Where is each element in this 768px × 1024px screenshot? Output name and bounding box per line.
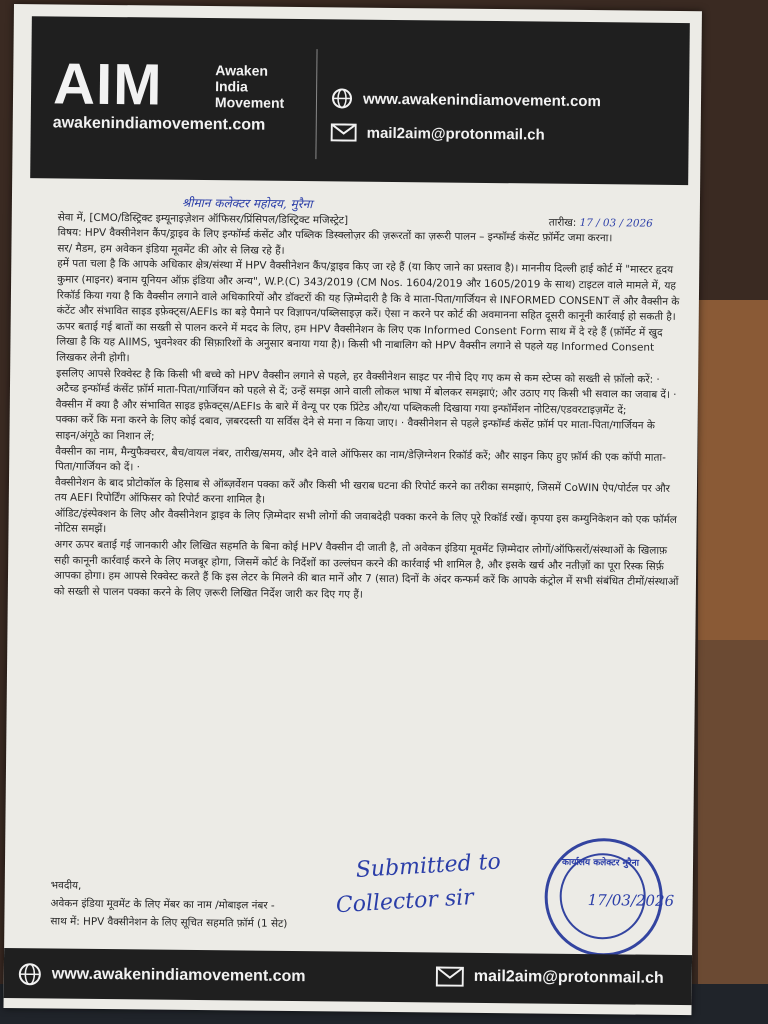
addressee-text: सेवा में, [CMO/डिस्ट्रिक्ट इम्यूनाइज़ेशन ऑफिसर/प्रिंसिपल/डिस्ट्रिक्ट मजिस्ट्रेट] xyxy=(57,211,349,227)
paragraph-10: अगर ऊपर बताई गई जानकारी और लिखित सहमति के बिना कोई HPV वैक्सीन दी जाती है, तो अवेकन इंडिया मूवमेंट ज़िम्मेदार लोगों/ऑफिसरों/संस्थाओं के खिलाफ़ सही कानूनी कार्रवाई करने के लिए मजबूर होगा, जिसमें कोर्ट के निर्देशों का उल्लंघन करने की कार्रवाई भी शामिल है, और इसके खर्च और नतीज़ों का पूरा रिस्क सिर्फ़ आपका होगा। हम आपसे रिक्वेस्ट करते हैं कि इस लेटर के मिलने की बात मानें और 7 (सात) दिनों के अंदर कन्फर्म करें कि आपके कंट्रोल में सभी संबंधित टीमों/संस्थाओं को सख्ती से पालन पक्का करने के लिए ज़रूरी लिखित निर्देश जारी कर दिए गए हैं। xyxy=(53,538,679,601)
letter-sheet xyxy=(3,4,701,1015)
paragraph-2: ऊपर बताई गई बातों का सख्ती से पालन करने में मदद के लिए, हम HPV वैक्सीनेशन के लिए एक Informed Consent Form साथ में दे रहे हैं (फ़ॉर्मेट में खुद लिखा है कि यह AIIMS, भुवनेश्वर की सिफ़ारिशों के अनुसार बनाया गया है)। किसी भी नाबालिग को HPV वैक्सीन लगाने से पहले यह Informed Consent लिखकर लेनी होगी। xyxy=(56,320,663,365)
wooden-surface xyxy=(698,300,768,640)
logo-wordmark: AIM xyxy=(52,51,163,118)
aim-logo xyxy=(52,51,285,134)
letter-footer xyxy=(4,948,692,1005)
mail-icon xyxy=(436,966,464,986)
footer-website-row xyxy=(18,962,306,989)
paragraph-5: वैक्सीन में क्या है और संभावित साइड इफ़ेक्ट्स/AEFIs के बारे में वेन्यू पर एक प्रिंटेड और/या पब्लिकली दिखाया गया इन्फॉर्मेशन नोटिस/एडवरटाइज़मेंट दें; xyxy=(55,398,627,417)
footer-website: www.awakenindiamovement.com xyxy=(51,965,306,986)
submitted-line-1: Submitted to xyxy=(355,849,502,883)
logo-url: awakenindiamovement.com xyxy=(52,114,266,134)
paragraph-6: पक्का करें कि मना करने के लिए कोई दबाव, ज़बरदस्ती या सर्विस देने से मना न किया जाए। · वैक्सीनेशन से पहले इन्फॉर्म्ड कंसेंट फ़ॉर्म पर माता-पिता/गार्जियन के साइन/अंगूठे का निशान लें; xyxy=(55,413,655,443)
handwritten-submission-note xyxy=(333,845,504,923)
paragraph-4: अटैच्ड इन्फॉर्म्ड कंसेंट फ़ॉर्म माता-पिता/गार्जियन को पहले से दें; उन्हें समझ आने वाली लोकल भाषा में बोलकर समझाएं; और उठाए गए किसी भी सवाल का जवाब दें। · xyxy=(55,382,677,402)
header-email-row xyxy=(331,123,545,143)
globe-icon xyxy=(18,962,42,986)
signoff-member: अवेकन इंडिया मूवमेंट के लिए मेंबर का नाम /मोबाइल नंबर - xyxy=(50,897,275,912)
paragraph-3: इसलिए आपसे रिक्वेस्ट है कि किसी भी बच्चे को HPV वैक्सीन लगाने से पहले, हर वैक्सीनेशन साइट पर नीचे दिए गए कम से कम स्टेप्स को सख्ती से फ़ॉलो करें: · xyxy=(56,366,660,386)
signoff-salutation: भवदीय, xyxy=(50,879,82,892)
mail-icon xyxy=(331,123,357,141)
footer-email-row xyxy=(436,966,664,988)
date-label: तारीख: xyxy=(548,216,577,229)
signoff-enclosure: साथ में: HPV वैक्सीनेशन के लिए सूचित सहमति फ़ॉर्म (1 सेट) xyxy=(50,915,288,930)
letterhead xyxy=(30,16,690,185)
stamp-date: 17/03/2026 xyxy=(587,891,675,910)
paragraph-8: वैक्सीनेशन के बाद प्रोटोकॉल के हिसाब से ऑब्ज़र्वेशन पक्का करें और किसी भी खराब घटना की रिपोर्ट करने का तरीका समझाएं, जिसमें CoWIN ऐप/पोर्टल पर और तय AEFI रिपोर्टिंग ऑफिसर को रिपोर्ट करना शामिल है। xyxy=(54,476,671,506)
logo-line-3: Movement xyxy=(214,94,285,111)
logo-line-1: Awaken xyxy=(215,62,269,79)
stamp-text: कार्यालय कलेक्टर मुरैना xyxy=(561,857,640,869)
footer-email: mail2aim@protonmail.ch xyxy=(473,967,664,987)
header-website: www.awakenindiamovement.com xyxy=(362,90,601,110)
submitted-line-2: Collector sir xyxy=(335,885,475,919)
header-email: mail2aim@protonmail.ch xyxy=(366,124,545,144)
signoff-block xyxy=(50,876,371,933)
paragraph-7: वैक्सीन का नाम, मैन्युफैक्चरर, बैच/वायल नंबर, तारीख/समय, और देने वाले ऑफिसर का नाम/डेज़िग्नेशन रिकॉर्ड करें; और साइन किए हुए फ़ॉर्म की एक कॉपी माता-पिता/गार्जियन को दें। · xyxy=(55,444,666,474)
globe-icon xyxy=(331,87,353,109)
logo-line-2: India xyxy=(215,78,248,95)
letter-body xyxy=(54,194,683,606)
wooden-surface-lower xyxy=(698,640,768,1024)
greeting: सर/ मैडम, हम अवेकन इंडिया मूवमेंट की ओर से लिख रहे हैं। xyxy=(57,242,285,257)
paragraph-1: हमें पता चला है कि आपके अधिकार क्षेत्र/संस्था में HPV वैक्सीनेशन कैंप/ड्राइव किए जा रहे हैं (या किए जाने का प्रस्ताव है)। माननीय दिल्ली हाई कोर्ट में "मास्टर हृदय कुमार (माइनर) बनाम यूनियन ऑफ़ इंडिया और अन्य", W.P.(C) 343/2019 (CM Nos. 1604/2019 और 1605/2019 के साथ) टाइटल वाले मामले में, यह रिकॉर्ड किया गया है कि वैक्सीन लगाने वाले अधिकारियों और डॉक्टरों की यह ज़िम्मेदारी है कि वे माता-पिता/गार्जियन से INFORMED CONSENT लें और वैक्सीन के कंटेंट और संभावित साइड इफ़ेक्ट्स/AEFIs का बड़े पैमाने पर विज्ञापन/पब्लिसाइज़ करें। ऐसा न करने पर कोर्ट की अवमानना सहित दूसरी कानूनी कार्रवाई हो सकती है। xyxy=(56,257,680,324)
handwritten-addressee: श्रीमान कलेक्टर महोदय, मुरैना xyxy=(181,195,313,212)
date-value: 17 / 03 / 2026 xyxy=(579,216,653,230)
paragraph-9: ऑडिट/इंस्पेक्शन के लिए और वैक्सीनेशन ड्राइव के लिए ज़िम्मेदार सभी लोगों की जवाबदेही पक्का करने के लिए पूरे रिकॉर्ड रखें। कृपया इस कम्युनिकेशन को एक फॉर्मल नोटिस समझें। xyxy=(54,507,677,536)
date-field xyxy=(549,215,653,232)
subject-line: विषय: HPV वैक्सीनेशन कैंप/ड्राइव के लिए इन्फॉर्म्ड कंसेंट और पब्लिक डिस्क्लोज़र की ज़रूरतों का ज़रूरी पालन – इन्फॉर्म्ड कंसेंट फ़ॉर्मेट जमा करना। xyxy=(57,226,613,245)
office-stamp xyxy=(544,838,675,957)
header-website-row xyxy=(331,87,601,112)
